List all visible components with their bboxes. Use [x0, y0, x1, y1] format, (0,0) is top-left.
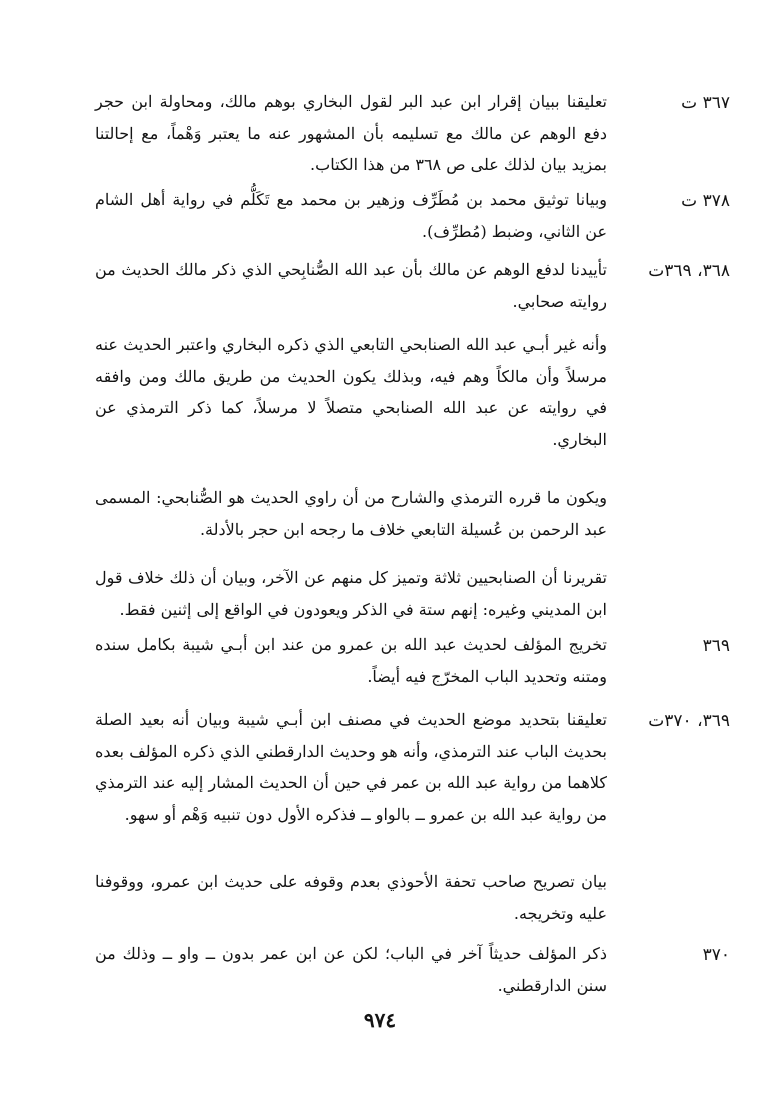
page-reference: ٣٧٠ — [702, 945, 730, 965]
page-reference: ٣٦٧ ت — [681, 93, 730, 113]
page-reference: ٣٦٨، ٣٦٩ت — [648, 261, 730, 281]
entry-text: تقريرنا أن الصنابحيين ثلاثة وتميز كل منهم عن الآخر، وبيان أن ذلك خلاف قول ابن المديني وغيره: إنهم ستة في الذكر ويعودون في الواقع إلى إثنين فقط. — [95, 568, 607, 619]
entry-text: تخريج المؤلف لحديث عبد الله بن عمرو من عند ابن أبـي شيبة بكامل سنده ومتنه وتحديد الباب المخرّج فيه أيضاً. — [95, 635, 608, 686]
entry-text: ويكون ما قرره الترمذي والشارح من أن راوي الحديث هو الصُّنابحي: المسمى عبد الرحمن بن عُسيلة التابعي خلاف ما رجحه ابن حجر بالأدلة. — [95, 488, 607, 539]
page-reference: ٣٦٩، ٣٧٠ت — [648, 711, 730, 731]
page-number: ٩٧٤ — [363, 1008, 397, 1032]
page-reference: ٣٧٨ ت — [681, 191, 730, 211]
entry-text: تأييدنا لدفع الوهم عن مالك بأن عبد الله الصُّنابِحي الذي ذكر مالك الحديث من روايته صحابي. — [95, 260, 608, 311]
entry-text: تعليقنا ببيان إقرار ابن عبد البر لقول البخاري بوهم مالك، ومحاولة ابن حجر دفع الوهم عن مالك مع تسليمه بأن المشهور عنه ما يعتبر وَهْماً، مع إحالتنا بمزيد بيان لذلك على ص ٣٦٨ من هذا الكتاب. — [95, 92, 607, 174]
page-reference: ٣٦٩ — [702, 636, 730, 656]
entry-text: بيان تصريح صاحب تحفة الأحوذي بعدم وقوفه على حديث ابن عمرو، ووقوفنا عليه وتخريجه. — [95, 872, 607, 923]
entry-text: وأنه غير أبـي عبد الله الصنابحي التابعي الذي ذكره البخاري واعتبر الحديث عنه مرسلاً وأن مالكاً وهم فيه، وبذلك يكون الحديث من طريق مالك ومن وافقه في روايته عن عبد الله الصنابحي متصلاً لا مرسلاً، كما ذكر الترمذي عن البخاري. — [95, 335, 607, 449]
entry-text: وبيانا توثيق محمد بن مُطَرِّف وزهير بن محمد مع تَكَلُّم في رواية أهل الشام عن الثاني، وضبط (مُطرِّف). — [95, 190, 607, 241]
entry-text: تعليقنا بتحديد موضع الحديث في مصنف ابن أبـي شيبة وبيان أنه بعيد الصلة بحديث الباب عند الترمذي، وأنه هو وحديث الدارقطني الذي ذكره المؤلف بعده كلاهما من رواية عبد الله بن عمر في حين أن الحديث المشار إليه عند الترمذي من رواية عبد الله بن عمرو ــ بالواو ــ فذكره الأول دون تنبيه وَهْم أو سهو. — [95, 710, 607, 824]
entry-text: ذكر المؤلف حديثاً آخر في الباب؛ لكن عن ابن عمر بدون ــ واو ــ وذلك من سنن الدارقطني. — [95, 944, 607, 995]
